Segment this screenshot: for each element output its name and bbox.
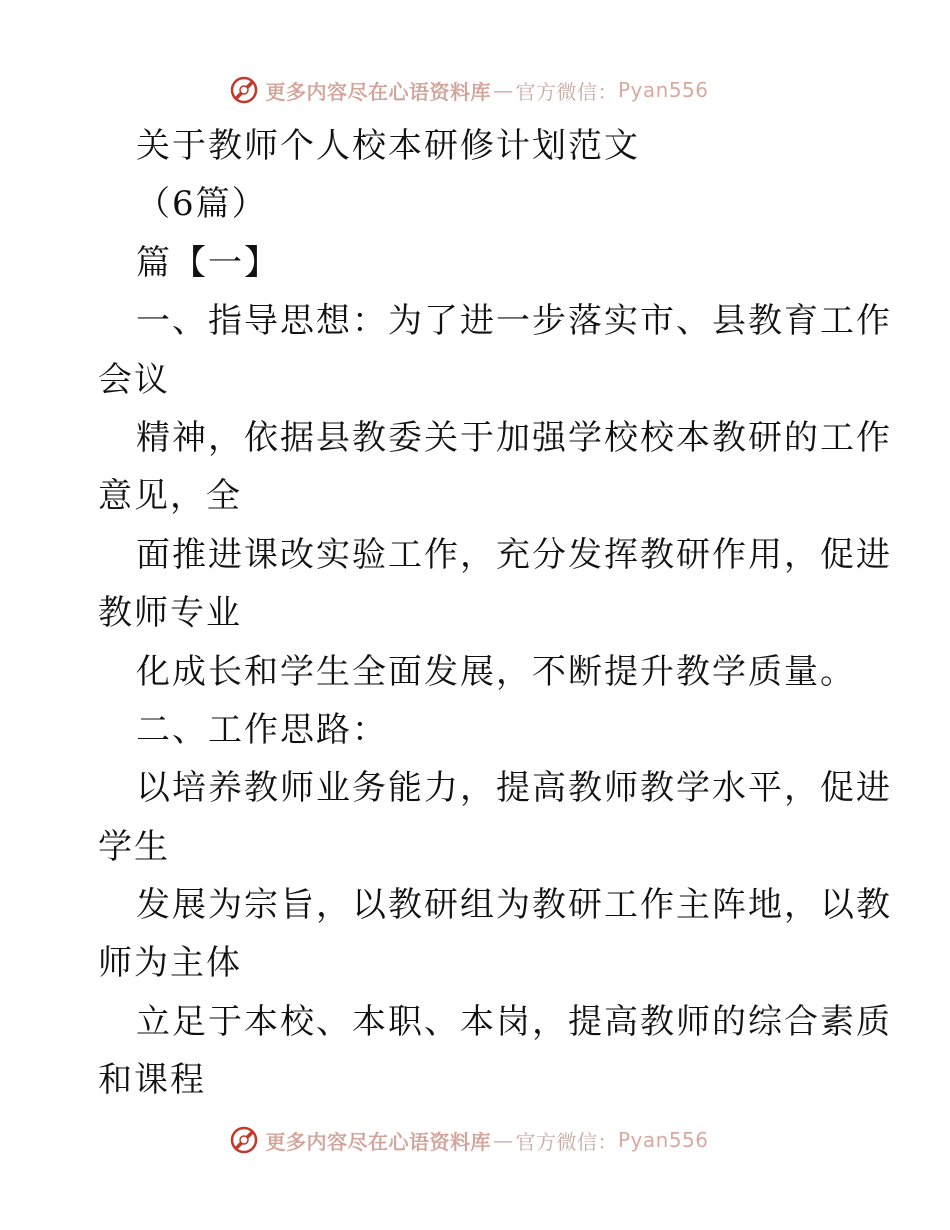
watermark-dash: —	[492, 78, 514, 102]
paragraph-line: 和课程	[98, 1060, 206, 1101]
document-body	[98, 117, 892, 1110]
watermark-wechat-id: Pyan556	[617, 78, 709, 102]
watermark-label: 官方微信：	[515, 79, 618, 104]
paragraph-line: 发展为宗旨，以教研组为教研工作主阵地，以教	[136, 885, 892, 926]
watermark-label: 官方微信：	[515, 1129, 618, 1154]
paragraph-line: 一、指导思想：为了进一步落实市、县教育工作	[136, 301, 892, 342]
quill-logo-icon	[229, 1125, 259, 1155]
paragraph-line: 精神，依据县教委关于加强学校校本教研的工作	[136, 417, 892, 458]
watermark-footer-bottom	[0, 1120, 950, 1160]
watermark-wechat-id: Pyan556	[617, 1128, 709, 1152]
paragraph-line: 会议	[98, 359, 170, 400]
watermark-main-text: 更多内容尽在心语资料库	[265, 79, 491, 104]
paragraph-line: 意见，全	[98, 476, 242, 517]
document-title: 关于教师个人校本研修计划范文	[136, 126, 640, 166]
watermark-header-top	[0, 70, 950, 110]
quill-logo-icon	[229, 75, 259, 105]
watermark-main-text: 更多内容尽在心语资料库	[265, 1129, 491, 1154]
document-subtitle: （6篇）	[136, 184, 268, 225]
paragraph-line: 面推进课改实验工作，充分发挥教研作用，促进	[136, 534, 892, 575]
paragraph-line: 师为主体	[98, 943, 242, 984]
paragraph-line: 以培养教师业务能力，提高教师教学水平，促进	[136, 768, 892, 809]
watermark-dash: —	[492, 1128, 514, 1152]
section-heading: 篇【一】	[136, 242, 280, 283]
paragraph-line: 教师专业	[98, 593, 242, 634]
paragraph-line: 学生	[98, 826, 170, 867]
paragraph-line: 立足于本校、本职、本岗，提高教师的综合素质	[136, 1001, 892, 1042]
paragraph-line: 化成长和学生全面发展，不断提升教学质量。	[136, 651, 856, 692]
paragraph-line: 二、工作思路：	[136, 709, 388, 750]
